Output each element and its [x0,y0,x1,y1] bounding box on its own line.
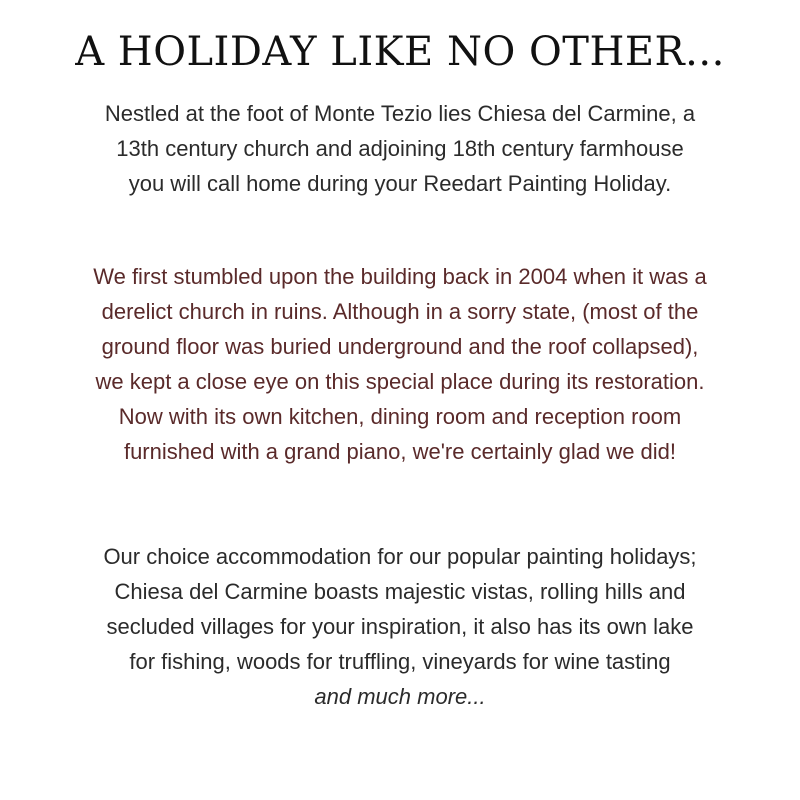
paragraph-line: ground floor was buried underground and the roof collapsed), [101,334,699,359]
closing-line: and much more... [314,684,486,709]
paragraph-line: secluded villages for your inspiration, it also has its own lake [106,614,694,639]
history-paragraph [20,259,780,469]
paragraph-line: you will call home during your Reedart Painting Holiday. [128,171,672,196]
paragraph-line: furnished with a grand piano, we're certainly glad we did! [123,439,677,464]
paragraph-line: 13th century church and adjoining 18th century farmhouse [116,136,684,161]
paragraph-line: Now with its own kitchen, dining room and reception room [118,404,682,429]
paragraph-line: for fishing, woods for truffling, vineyards for wine tasting [129,649,671,674]
paragraph-line: We first stumbled upon the building back in 2004 when it was a [93,264,707,289]
paragraph-line: Nestled at the foot of Monte Tezio lies Chiesa del Carmine, a [104,101,696,126]
paragraph-line: we kept a close eye on this special place during its restoration. [95,369,705,394]
paragraph-line: derelict church in ruins. Although in a sorry state, (most of the [101,299,699,324]
amenities-paragraph [20,539,780,714]
paragraph-line: Chiesa del Carmine boasts majestic vistas, rolling hills and [114,579,686,604]
page-title: A HOLIDAY LIKE NO OTHER... [75,29,725,75]
paragraph-line: Our choice accommodation for our popular painting holidays; [103,544,697,569]
intro-paragraph [20,96,780,201]
